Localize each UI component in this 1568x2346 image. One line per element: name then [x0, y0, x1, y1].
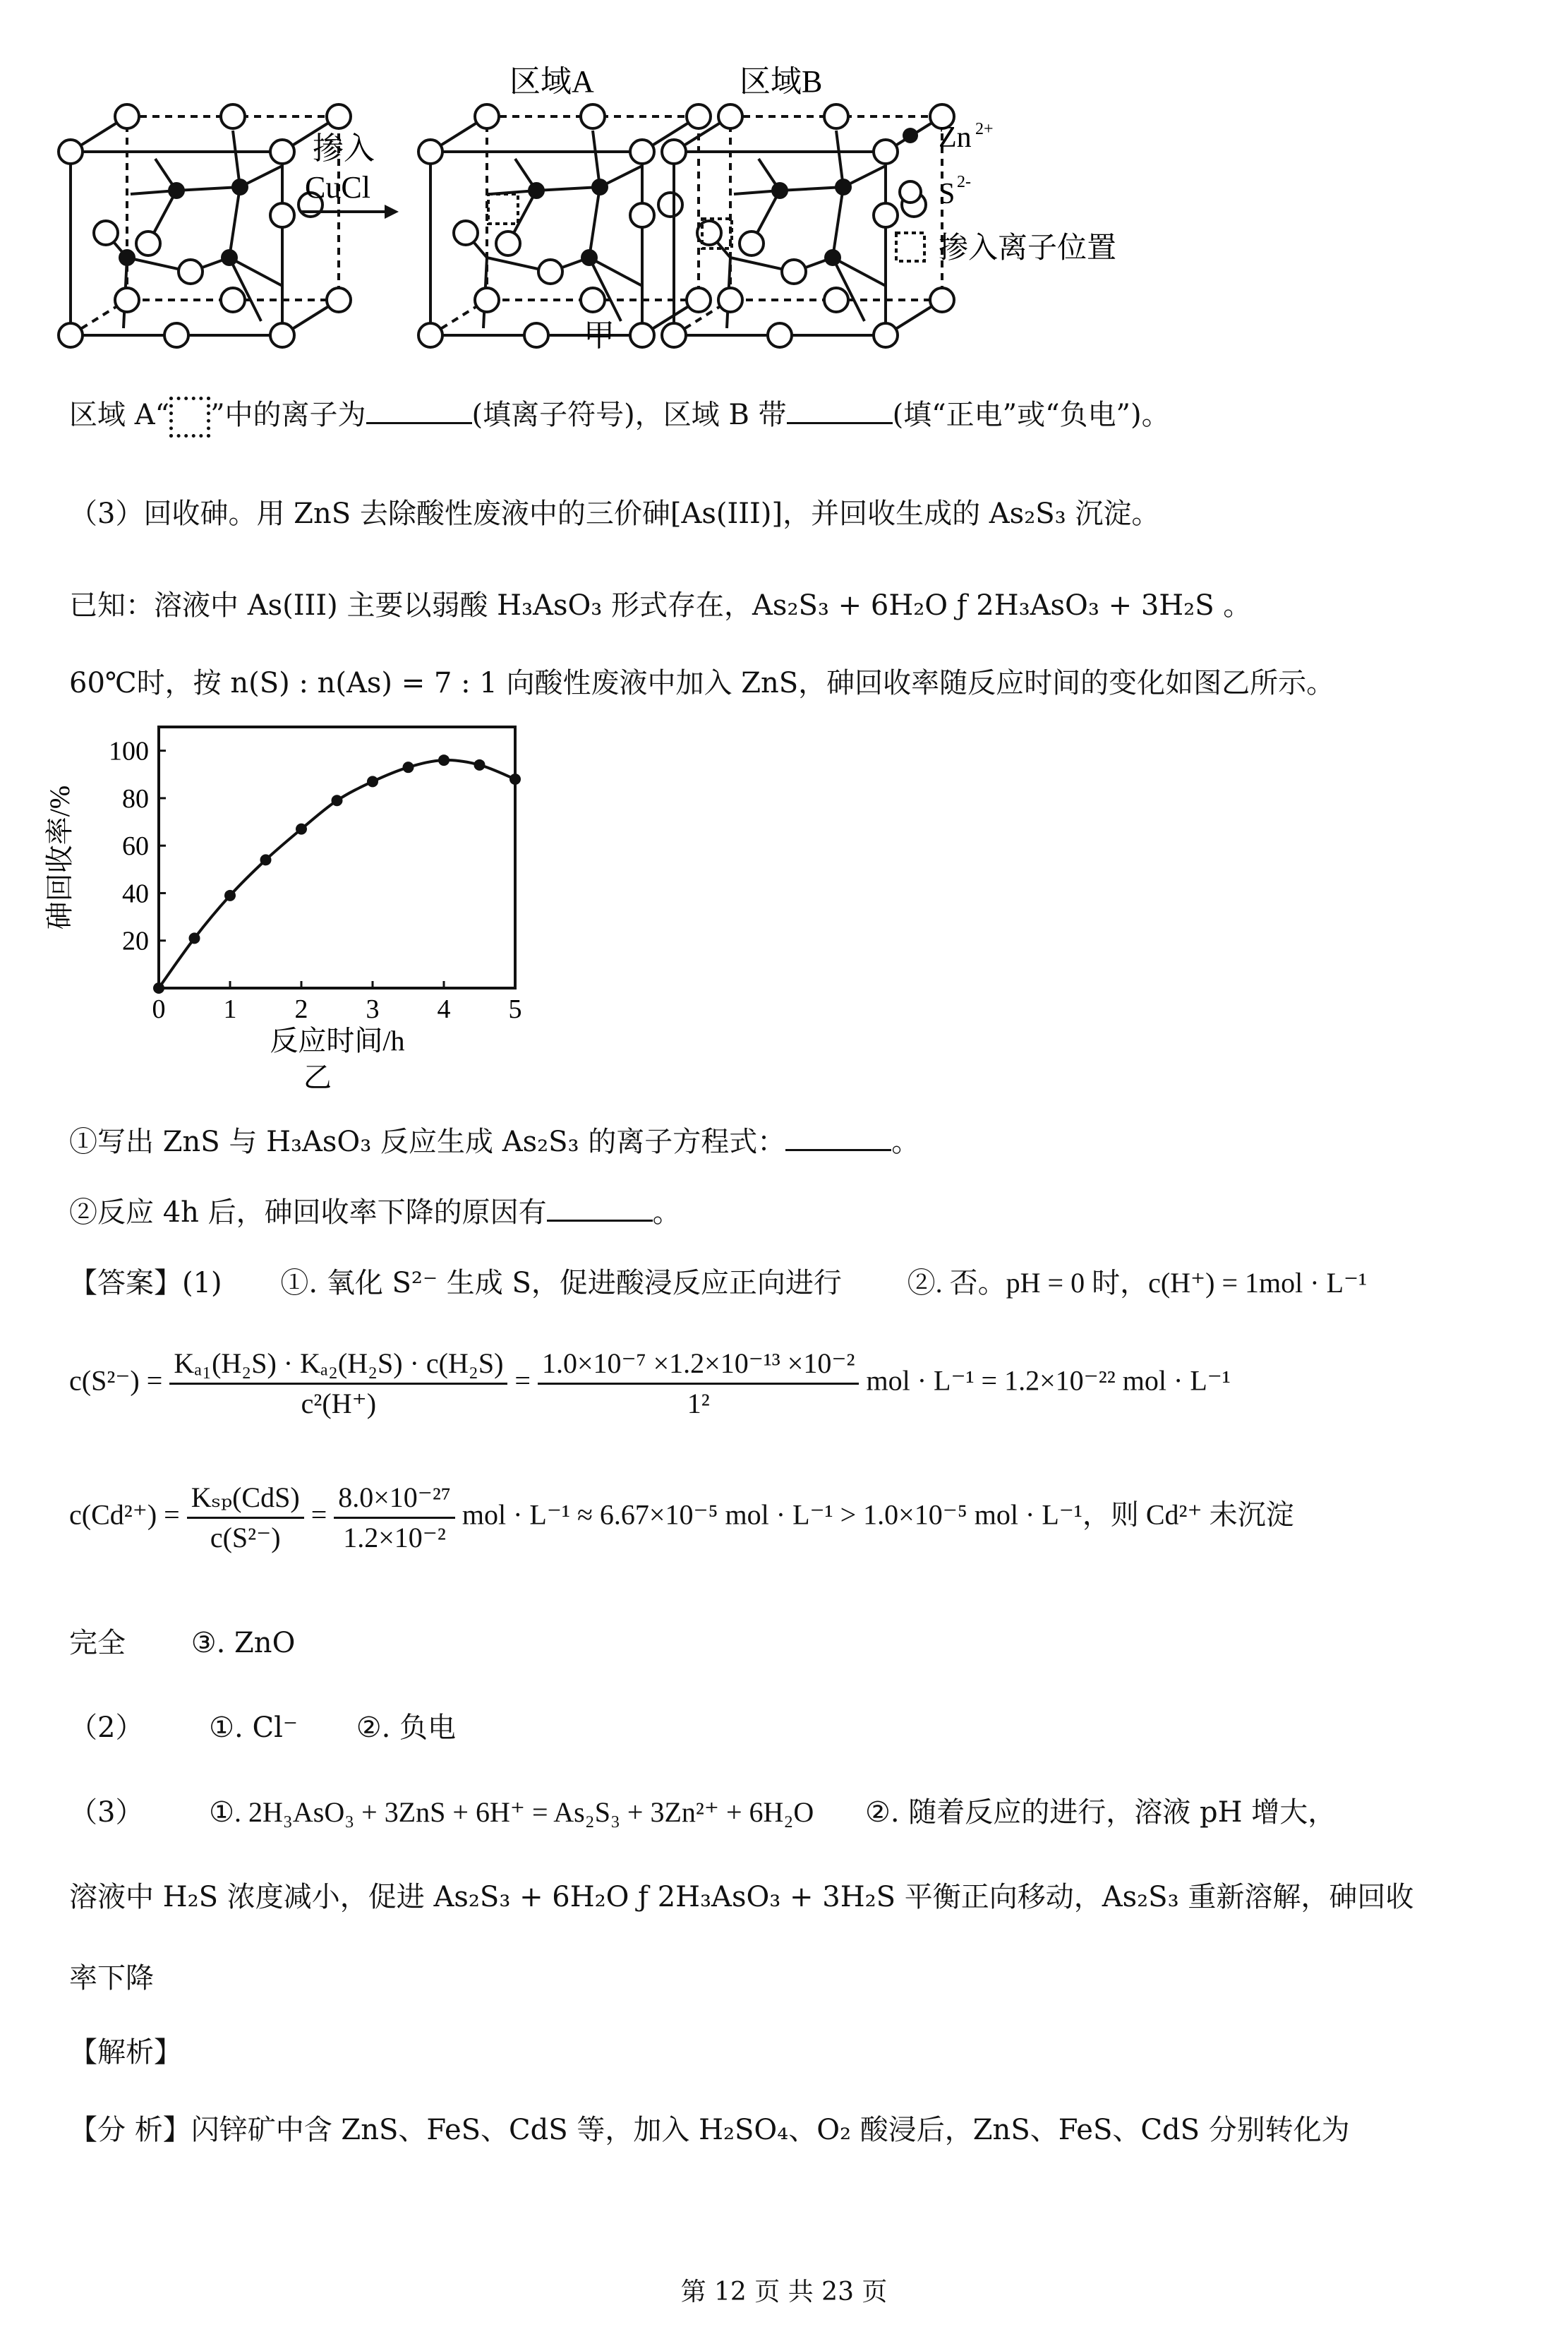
q2-text-3: (填离子符号)，区域 B 带: [471, 399, 787, 431]
legend-dopant: 掺入离子位置: [939, 232, 1117, 265]
answer-head: 【答案】(1): [69, 1267, 222, 1299]
answer-1-end: 完全: [69, 1627, 126, 1659]
data-point: [438, 754, 450, 766]
q3-sub2-end: 。: [652, 1196, 681, 1229]
answer-3-line-2: 溶液中 H₂S 浓度减小，促进 As₂S₃ + 6H₂O ƒ 2H₃AsO₃ + 3H₂S 平衡正向移动，As₂S₃ 重新溶解，砷回收: [69, 1881, 1414, 1913]
eq1-denominator-2: 1²: [687, 1388, 710, 1419]
y-tick-label: 100: [109, 736, 149, 766]
eq2-lhs: c(Cd²⁺) =: [69, 1498, 180, 1531]
answer-blank-equation[interactable]: [785, 1126, 891, 1151]
page-footer: 第 12 页 共 23 页: [680, 2278, 888, 2306]
answer-2-part-1: ①. Cl⁻: [209, 1712, 298, 1744]
series-line: [159, 760, 515, 988]
figure-yi-chart: [42, 713, 550, 1108]
answer-3-line-3: 率下降: [69, 1962, 154, 1995]
eq2-denominator-2: 1.2×10⁻²: [343, 1522, 446, 1553]
s-legend-dot: [900, 181, 921, 203]
q2-text-4: (填“正电”或“负电”)。: [892, 399, 1170, 431]
q2-text-2: ”中的离子为: [210, 399, 366, 431]
data-point: [509, 774, 521, 785]
answer-blank-reason[interactable]: [547, 1197, 653, 1222]
equation-cadmium: c(Cd²⁺) = $\frac{\text{Kₛₚ(CdS)}}{\text{c(S²⁻)}}$ = $\frac{\text{8.0×10⁻²⁷}}{\text{1.2×10⁻²}}$ mol · L⁻¹ ≈ 6.67×10⁻⁵ mol · L⁻¹ > 1.0×10⁻⁵ mol · L⁻¹，则 Cd²⁺ 未沉淀: [69, 1479, 1294, 1557]
region-b-label: 区域B: [740, 64, 823, 99]
legend-zn: Zn: [939, 121, 972, 154]
answer-line-1: [69, 1263, 1367, 1303]
eq2-numerator: Kₛₚ(CdS): [187, 1479, 304, 1519]
analysis-text: 【分 析】闪锌矿中含 ZnS、FeS、CdS 等，加入 H₂SO₄、O₂ 酸浸后，ZnS、FeS、CdS 分别转化为: [69, 2114, 1350, 2146]
figure-caption-yi: 乙: [303, 1061, 332, 1093]
answer-blank-charge[interactable]: [787, 399, 893, 424]
region-a-label: 区域A: [509, 64, 594, 99]
eq1-lhs: c(S²⁻) =: [69, 1364, 163, 1397]
eq1-rhs: mol · L⁻¹ = 1.2×10⁻²² mol · L⁻¹: [866, 1364, 1231, 1397]
answer-2-head: （2）: [69, 1712, 144, 1744]
y-tick-label: 20: [122, 926, 149, 956]
arrow-label-bottom: CuCl: [305, 170, 370, 205]
x-tick-label: 2: [294, 994, 308, 1024]
answer-3-line-1: [69, 1793, 1336, 1832]
data-point: [224, 890, 236, 901]
answer-2-line: [69, 1708, 456, 1748]
figure-jia: [0, 0, 1568, 367]
data-point: [403, 762, 414, 773]
answer-line-complete: [69, 1623, 295, 1663]
zn-legend-dot: [903, 128, 918, 143]
y-axis-label: 砷回收率/%: [44, 785, 76, 930]
eq1-numerator: Kₐ₁(H₂S) · Kₐ₂(H₂S) · c(H₂S): [169, 1345, 507, 1385]
answer-1-part-1: ①. 氧化 S²⁻ 生成 S，促进酸浸反应正向进行: [280, 1267, 842, 1299]
q3-sub2-text: ②反应 4h 后，砷回收率下降的原因有: [69, 1196, 547, 1229]
x-axis-label: 反应时间/h: [270, 1025, 405, 1057]
q3-sub1: [69, 1122, 919, 1162]
eq2-denominator: c(S²⁻): [210, 1522, 281, 1553]
answer-3-part-1: ①. 2H₃AsO₃ + 3ZnS + 6H⁺ = As₂S₃ + 3Zn²⁺ + 6H₂O: [209, 1796, 814, 1828]
dopant-legend-box: [896, 233, 924, 261]
data-point: [189, 932, 200, 944]
eq2-rhs: mol · L⁻¹ ≈ 6.67×10⁻⁵ mol · L⁻¹ > 1.0×10⁻⁵ mol · L⁻¹，则 Cd²⁺ 未沉淀: [462, 1498, 1294, 1531]
legend-zn-charge: 2+: [975, 120, 994, 138]
data-point: [153, 982, 164, 994]
data-point: [474, 759, 486, 771]
y-tick-label: 80: [122, 783, 149, 814]
legend-s: S: [939, 178, 955, 210]
eq1-denominator: c²(H⁺): [301, 1388, 377, 1419]
y-tick-label: 60: [122, 831, 149, 862]
answer-1-part-3: ③. ZnO: [191, 1627, 296, 1659]
arrow-label-top: 掺入: [313, 131, 375, 166]
answer-3-head: （3）: [69, 1796, 144, 1829]
eq2-numerator-2: 8.0×10⁻²⁷: [334, 1479, 455, 1519]
answer-1-part-2: ②. 否。pH = 0 时，c(H⁺) = 1mol · L⁻¹: [907, 1267, 1368, 1299]
x-tick-label: 0: [152, 994, 166, 1024]
answer-blank-ion[interactable]: [366, 399, 472, 424]
data-point: [296, 824, 307, 835]
q2-text-1: 区域 A“: [69, 399, 170, 431]
eq1-numerator-2: 1.0×10⁻⁷ ×1.2×10⁻¹³ ×10⁻²: [538, 1345, 860, 1385]
q2-question-line: [69, 395, 1170, 438]
data-point: [332, 795, 343, 806]
x-tick-label: 3: [366, 994, 380, 1024]
q3-known: 已知：溶液中 As(III) 主要以弱酸 H₃AsO₃ 形式存在，As₂S₃ + 6H₂O ƒ 2H₃AsO₃ + 3H₂S 。: [69, 589, 1252, 622]
legend-s-charge: 2-: [957, 173, 971, 191]
q3-sub1-end: 。: [891, 1126, 920, 1158]
data-point: [260, 854, 272, 865]
cell-undoped: [59, 104, 351, 347]
equation-sulfide: c(S²⁻) = $\frac{\text{Kₐ₁(H₂S) · Kₐ₂(H₂S) · c(H₂S)}}{\text{c²(H⁺)}}$ = $\frac{\text{1.0×10⁻⁷ ×1.2×10⁻¹³ ×10⁻²}}{\text{1²}}$ mol · L⁻¹ = 1.2×10⁻²² mol · L⁻¹: [69, 1345, 1231, 1423]
answer-3-part-2: ②. 随着反应的进行，溶液 pH 增大，: [864, 1796, 1337, 1829]
x-tick-label: 4: [437, 994, 451, 1024]
figure-caption-jia: 甲: [584, 318, 615, 353]
data-point: [367, 776, 378, 787]
q3-sub1-text: ①写出 ZnS 与 H₃AsO₃ 反应生成 As₂S₃ 的离子方程式：: [69, 1126, 786, 1158]
q3-sub2: [69, 1193, 681, 1232]
analysis-head: 【解析】: [69, 2036, 182, 2069]
x-tick-label: 1: [223, 994, 237, 1024]
answer-2-part-2: ②. 负电: [356, 1712, 456, 1744]
y-tick-label: 40: [122, 879, 149, 909]
q3-condition: 60℃时，按 n(S) : n(As) = 7 : 1 向酸性废液中加入 ZnS，砷回收率随反应时间的变化如图乙所示。: [69, 667, 1335, 699]
q3-intro: （3）回收砷。用 ZnS 去除酸性废液中的三价砷[As(III)]，并回收生成的 As₂S₃ 沉淀。: [69, 498, 1160, 530]
dopant-box-icon: [169, 397, 210, 438]
plot-frame: [159, 727, 515, 988]
x-tick-label: 5: [508, 994, 522, 1024]
